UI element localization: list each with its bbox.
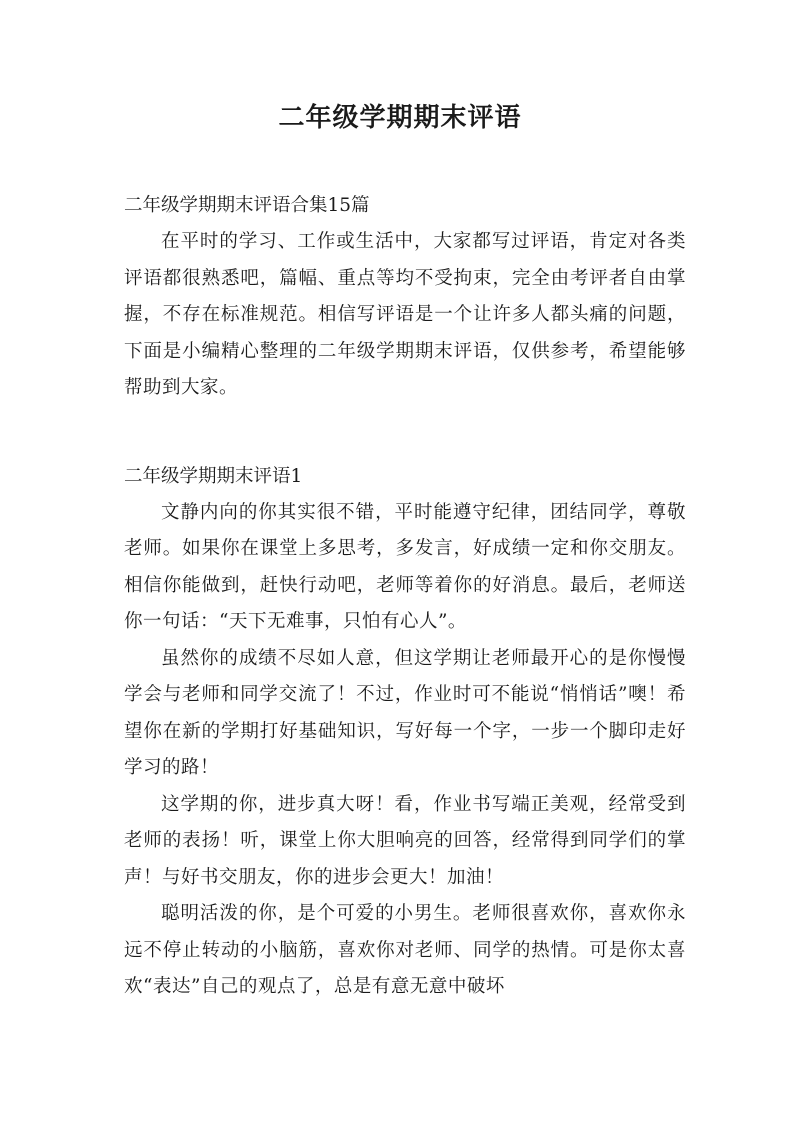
section-gap (124, 407, 686, 459)
comment-paragraph: 这学期的你，进步真大呀！看，作业书写端正美观，经常受到老师的表扬！听，课堂上你大胆响亮的回答，经常得到同学们的掌声！与好书交朋友，你的进步会更大！加油！ (124, 793, 686, 888)
comment-paragraph: 虽然你的成绩不尽如人意，但这学期让老师最开心的是你慢慢学会与老师和同学交流了！不过，作业时可不能说“悄悄话”噢！希望你在新的学期打好基础知识，写好每一个字，一步一个脚印走好学习的路！ (124, 647, 686, 778)
section-heading-1: 二年级学期期末评语1 (124, 465, 303, 487)
collection-heading: 二年级学期期末评语合集15篇 (124, 195, 370, 216)
document-body (124, 188, 686, 1006)
document-title: 二年级学期期末评语 (278, 103, 522, 133)
comment-paragraph: 聪明活泼的你，是个可爱的小男生。老师很喜欢你，喜欢你永远不停止转动的小脑筋，喜欢你对老师、同学的热情。可是你太喜欢“表达”自己的观点了，总是有意无意中破坏 (124, 903, 686, 997)
intro-paragraph: 在平时的学习、工作或生活中，大家都写过评语，肯定对各类评语都很熟悉吧，篇幅、重点等均不受拘束，完全由考评者自由掌握，不存在标准规范。相信写评语是一个让许多人都头痛的问题，下面是小编精心整理的二年级学期期末评语，仅供参考，希望能够帮助到大家。 (124, 231, 686, 398)
comment-paragraph: 文静内向的你其实很不错，平时能遵守纪律，团结同学，尊敬老师。如果你在课堂上多思考，多发言，好成绩一定和你交朋友。相信你能做到，赶快行动吧，老师等着你的好消息。最后，老师送你一句话：“天下无难事，只怕有心人”。 (124, 501, 686, 632)
